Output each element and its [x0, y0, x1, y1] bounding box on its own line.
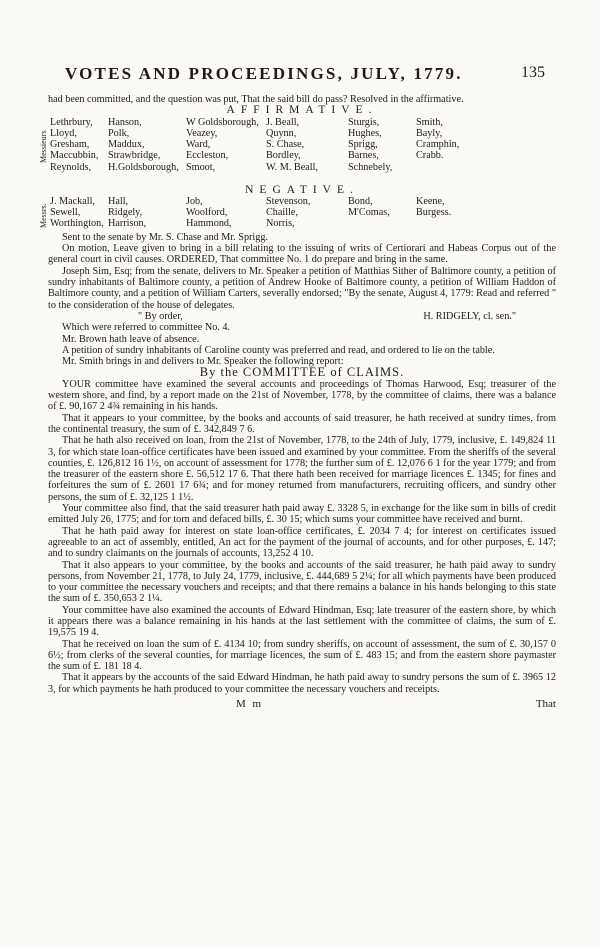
member-name: Crabb.: [416, 150, 444, 162]
order-by: " By order,: [138, 310, 183, 322]
member-name: Hanson,: [108, 116, 142, 128]
negative-heading: NEGATIVE.: [245, 183, 359, 196]
paragraph: Mr. Brown hath leave of absence.: [62, 333, 200, 345]
negative-column: [266, 196, 310, 230]
affirmative-column: [266, 117, 318, 173]
report-paragraph: Your committee have also examined the accounts of Edward Hindman, Esq; late treasurer of the eastern shore, by which it appears there was a balance remaining in his hands at the last settlement with the committee of claims, the sum of £. 19,575 19 4.: [48, 604, 556, 639]
member-name: Job,: [186, 195, 203, 207]
order-line: [48, 311, 556, 322]
member-name: Hammond,: [186, 218, 232, 230]
member-name: W. M. Beall,: [266, 161, 318, 173]
member-name: Woolford,: [186, 207, 228, 219]
member-name: Gresham,: [50, 139, 90, 151]
member-name: Bond,: [348, 195, 373, 207]
negative-column: [348, 196, 390, 219]
negative-side-label: Messrs.: [39, 203, 48, 228]
member-name: Cramphin,: [416, 139, 460, 151]
member-name: Sewell,: [50, 207, 81, 219]
member-name: Polk,: [108, 127, 130, 139]
member-name: Keene,: [416, 195, 445, 207]
report-paragraph: YOUR committee have examined the several accounts and proceedings of Thomas Harwood, Esq; treasurer of the western shore, and find, by a report made on the 21st of November, 1778, by the committee of claims, there was a balance of £. 90,167 2 4¾ remaining in his hands.: [48, 378, 556, 413]
member-name: Hall,: [108, 195, 129, 207]
paragraph: Mr. Smith brings in and delivers to Mr. Speaker the following report:: [62, 356, 344, 368]
report-paragraph: Your committee also find, that the said treasurer hath paid away £. 3328 5, in exchange for the like sum in bills of credit emitted July 26, 1775; and for torn and defaced bills, £. 30 15; which sums your committee have received and burnt.: [48, 503, 556, 526]
member-name: Ward,: [186, 139, 211, 151]
member-name: Maddux,: [108, 139, 145, 151]
negative-column: [50, 196, 104, 230]
affirmative-column: [416, 117, 459, 162]
affirmative-column: [348, 117, 392, 173]
affirmative-column: [50, 117, 98, 173]
member-name: Bayly,: [416, 127, 443, 139]
member-name: Maccubbin,: [50, 150, 99, 162]
member-name: Barnes,: [348, 150, 379, 162]
paragraph: Joseph Sim, Esq; from the senate, delivers to Mr. Speaker a petition of Matthias Sither of Baltimore county, a petition of sundry inhabitants of Baltimore county, a petition of Andrew Hooke of Baltimore county, a petition of William Haddon of Baltimore county, and a petition of William Carters, severally endorsed; "By the senate, August 4, 1779: Read and referred " to the consideration of the house of delegates.: [48, 265, 556, 311]
negative-column: [416, 196, 451, 219]
member-name: Lloyd,: [50, 127, 77, 139]
member-name: Reynolds,: [50, 161, 92, 173]
paragraph: Sent to the senate by Mr. S. Chase and Mr. Sprigg.: [62, 231, 268, 243]
page-footer: [48, 699, 556, 713]
member-name: Chaille,: [266, 207, 298, 219]
member-name: Bordley,: [266, 150, 301, 162]
member-name: Ridgely,: [108, 207, 143, 219]
report-paragraph: That it appears to your committee, by the books and accounts of said treasurer, he hath received at sundry times, from the continental treasury, the sum of £. 342,849 7 6.: [48, 412, 556, 435]
page-number: 135: [521, 64, 545, 81]
member-name: Harrison,: [108, 218, 147, 230]
member-name: Strawbridge,: [108, 150, 161, 162]
affirmative-side-label: Messieurs: [39, 130, 48, 163]
negative-column: [186, 196, 232, 230]
report-paragraph: That he hath also received on loan, from the 21st of November, 1778, to the 24th of July, 1779, inclusive, £. 149,824 11 3, for which state loan-office certificates have been issued and examined by your committee. From the sheriffs of the several counties, £. 126,812 16 1½, on account of assessment for 1778; the further sum of £. 12,076 6 1 for the year 1779; and from the treasurer of the eastern shore £. 56,512 17 6. That there hath been received for marriage licences £. 1345; for fines and forfeitures the sum of £. 2601 17 6¾; and for money returned from manufacturers, recruiting officers, and sundry other persons, the sum of £. 32,125 1 1½.: [48, 435, 556, 503]
paragraph: On motion, Leave given to bring in a bill relating to the issuing of writs of Certiorari and Habeas Corpus out of the general court in civil causes. ORDERED, That committee No. 1 do prepare and bring in the same.: [48, 243, 556, 266]
paragraph: A petition of sundry inhabitants of Caroline county was preferred and read, and ordered to lie on the table.: [62, 344, 495, 356]
order-signature: H. RIDGELY, cl. sen.": [423, 310, 516, 322]
affirmative-heading: AFFIRMATIVE.: [226, 104, 378, 117]
report-paragraph: That he hath paid away for interest on state loan-office certificates, £. 2034 7 4; for interest on certificates issued agreeable to an act of assembly, entitled, An act for the payment of the journal of accounts, and for other purposes, £. 147; and to sundry claimants on the journals of accounts, 13,252 4 10.: [48, 525, 556, 560]
catchword: That: [535, 698, 556, 711]
member-name: Eccleston,: [186, 150, 229, 162]
member-name: Sturgis,: [348, 116, 380, 128]
header-title: VOTES AND PROCEEDINGS, JULY, 1779.: [65, 64, 463, 83]
member-name: M'Comas,: [348, 207, 390, 219]
member-name: H.Goldsborough,: [108, 161, 179, 173]
committee-heading: By the COMMITTEE of CLAIMS.: [199, 365, 405, 380]
member-name: Norris,: [266, 218, 295, 230]
member-name: J. Mackall,: [50, 195, 95, 207]
member-name: Stevenson,: [266, 195, 311, 207]
member-name: S. Chase,: [266, 139, 305, 151]
member-name: Hughes,: [348, 127, 382, 139]
member-name: Quynn,: [266, 127, 297, 139]
report-paragraph: That it also appears to your committee, by the books and accounts of the said treasurer, he hath paid away to sundry persons, from November 21, 1778, to July 24, 1779, inclusive, £. 444,689 5 2¼; for all which payments have been produced to your committee the necessary vouchers and receipts; and that there remains a balance in his hands belonging to this state the sum of £. 350,653 2 1¼.: [48, 559, 556, 605]
member-name: Veazey,: [186, 127, 218, 139]
member-name: Sprigg,: [348, 139, 378, 151]
negative-votes: [39, 195, 556, 232]
affirmative-column: [108, 117, 179, 173]
member-name: Lethrbury,: [50, 116, 93, 128]
running-header: [55, 64, 545, 86]
member-name: Burgess.: [416, 207, 452, 219]
member-name: Worthington,: [50, 218, 104, 230]
affirmative-column: [186, 117, 259, 173]
intro-paragraph: had been committed, and the question was put, That the said bill do pass? Resolved in the affirmative.: [48, 94, 464, 105]
paragraph: Which were referred to committee No. 4.: [62, 322, 231, 334]
member-name: Smith,: [416, 116, 443, 128]
signature-mark: M m: [236, 698, 264, 711]
report-paragraph: That he received on loan the sum of £. 4134 10; from sundry sheriffs, on account of assessment, the sum of £. 30,157 0 6½; from clerks of the several counties, for marriage licences, the sum of £. 483 15; and from the eastern shore paymaster the sum of £. 181 18 4.: [48, 638, 556, 673]
document-body: [39, 94, 556, 713]
member-name: W Goldsborough,: [186, 116, 259, 128]
negative-column: [108, 196, 146, 230]
member-name: J. Beall,: [266, 116, 300, 128]
member-name: Schnebely,: [348, 161, 393, 173]
report-paragraph: That it appears by the accounts of the said Edward Hindman, he hath paid away to sundry persons the sum of £. 3965 12 3, for which payments he hath produced to your committee the necessary vouchers and receipts.: [48, 672, 556, 695]
member-name: Smoot,: [186, 161, 216, 173]
affirmative-votes: [39, 116, 556, 185]
